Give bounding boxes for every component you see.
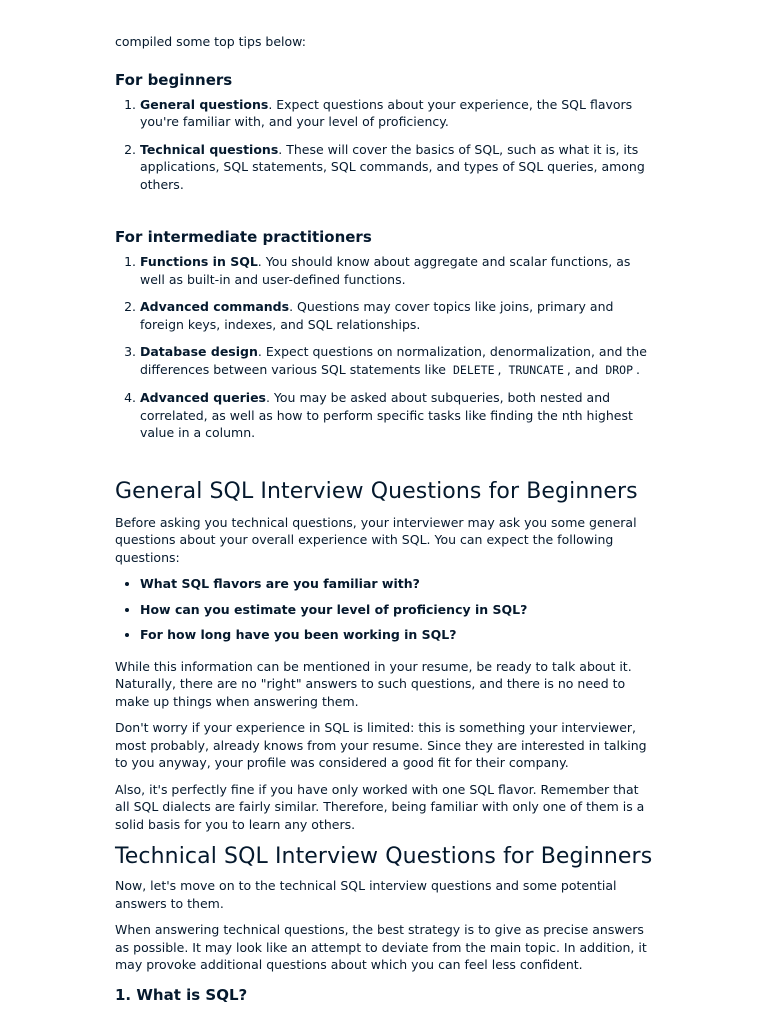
list-item: 4. Advanced queries. You may be asked about subqueries, both nested and correlated, as well as how to perform specific tasks like finding the nth highest value in a column. (140, 389, 655, 442)
technical-paragraph: When answering technical questions, the best strategy is to give as precise answers as possible. It may look like an attempt to deviate from the main topic. In addition, it may provoke additional questions about which you can feel less confident. (115, 922, 647, 972)
list-item: 3. Database design. Expect questions on normalization, denormalization, and the differences between various SQL statements like DELETE , TRUNCATE , and DROP . (140, 343, 655, 379)
general-questions-list (115, 575, 655, 644)
intro-text: compiled some top tips below: (115, 34, 306, 49)
article-content (115, 33, 655, 1005)
general-paragraph: Also, it's perfectly fine if you have only worked with one SQL flavor. Remember that all SQL dialects are fairly similar. Therefore, being familiar with only one of them is a solid basis for you to learn any others. (115, 781, 645, 832)
list-item: 1. Functions in SQL. You should know about aggregate and scalar functions, as well as built-in and user-defined functions. (140, 253, 655, 288)
list-item: • For how long have you been working in SQL? (140, 626, 655, 644)
code-drop: DROP (605, 362, 634, 377)
beginners-list (115, 96, 655, 194)
general-section-heading: General SQL Interview Questions for Beginners (115, 478, 638, 504)
what-is-sql-heading: 1. What is SQL? (115, 985, 248, 1004)
list-item: 2. Technical questions. These will cover the basics of SQL, such as what it is, its applications, SQL statements, SQL commands, and types of SQL queries, among others. (140, 141, 655, 194)
list-item: 2. Advanced commands. Questions may cover topics like joins, primary and foreign keys, indexes, and SQL relationships. (140, 298, 655, 333)
intermediate-heading: For intermediate practitioners (115, 228, 372, 246)
list-item: • How can you estimate your level of proficiency in SQL? (140, 601, 655, 619)
code-delete: DELETE (452, 362, 495, 377)
list-item: 1. General questions. Expect questions about your experience, the SQL flavors you're familiar with, and your level of proficiency. (140, 96, 655, 131)
general-intro: Before asking you technical questions, your interviewer may ask you some general questions about your overall experience with SQL. You can expect the following questions: (115, 514, 637, 565)
technical-paragraph: Now, let's move on to the technical SQL interview questions and some potential answers to them. (115, 878, 617, 911)
intermediate-list (115, 253, 655, 442)
technical-section-heading: Technical SQL Interview Questions for Beginners (115, 844, 653, 869)
general-paragraph: While this information can be mentioned in your resume, be ready to talk about it. Naturally, there are no "right" answers to such questions, and there is no need to make up things when answering them. (115, 658, 632, 709)
beginners-heading: For beginners (115, 70, 233, 89)
list-item: • What SQL flavors are you familiar with? (140, 575, 655, 593)
code-truncate: TRUNCATE (508, 362, 564, 377)
general-paragraph: Don't worry if your experience in SQL is limited: this is something your interviewer, most probably, already knows from your resume. Since they are interested in talking to you anyway, your profile was considered a good fit for their company. (115, 720, 647, 770)
